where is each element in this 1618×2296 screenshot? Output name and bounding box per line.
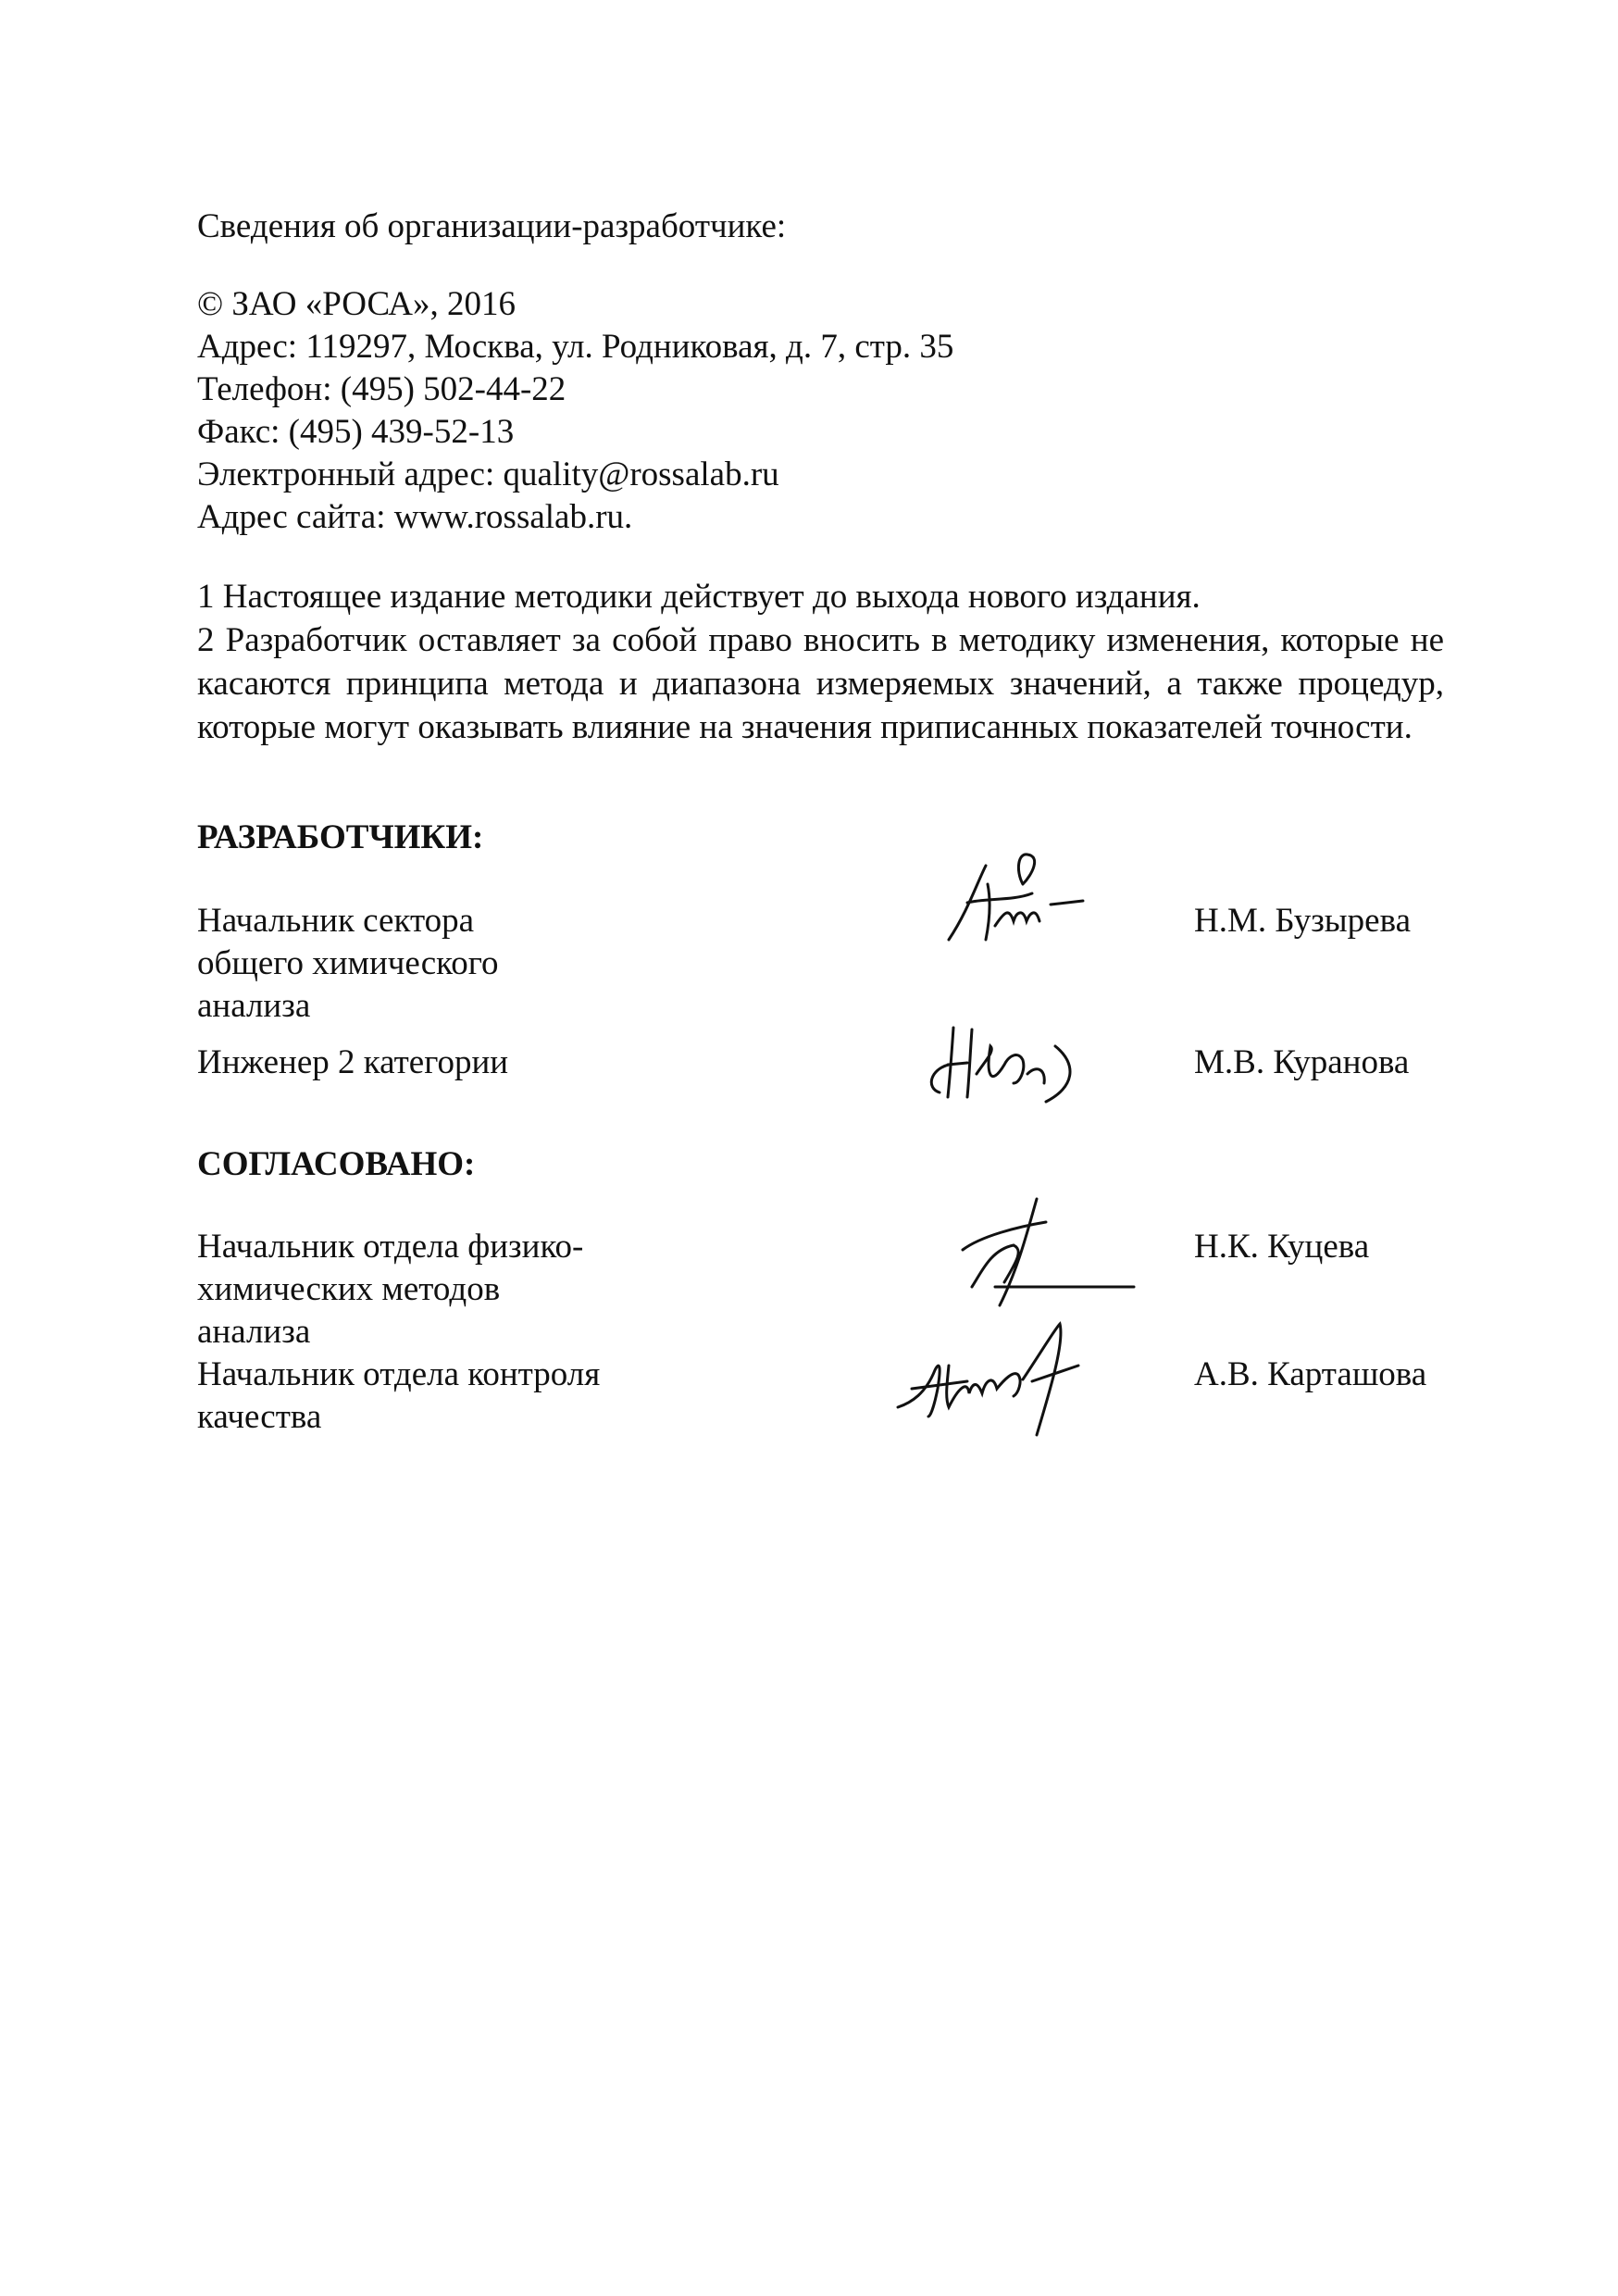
info-heading: Сведения об организации-разработчике: (197, 207, 787, 245)
position-line: качества (197, 1398, 322, 1436)
position-line: Начальник отдела контроля (197, 1355, 601, 1393)
developer-1-position (197, 900, 498, 1028)
signature-kutseva (935, 1194, 1148, 1315)
approver-2-position (197, 1354, 600, 1439)
approver-1-name: Н.К. Куцева (1194, 1228, 1370, 1266)
copyright-line: © ЗАО «РОСА», 2016 (197, 285, 517, 323)
developer-2-position: Инженер 2 категории (197, 1043, 509, 1081)
position-line: анализа (197, 987, 311, 1025)
signature-buzyreva (930, 847, 1106, 958)
approver-1-position (197, 1226, 583, 1354)
developer-2-name: М.В. Куранова (1194, 1043, 1410, 1081)
website-line: Адрес сайта: www.rossalab.ru. (197, 498, 633, 536)
fax-line: Факс: (495) 439-52-13 (197, 413, 515, 451)
email-line: Электронный адрес: quality@rossalab.ru (197, 455, 779, 493)
position-line: анализа (197, 1313, 311, 1351)
note-1: 1 Настоящее издание методики действует до выхода нового издания. (197, 578, 1201, 616)
position-line: Начальник отдела физико- (197, 1228, 584, 1266)
developers-title: РАЗРАБОТЧИКИ: (197, 818, 484, 856)
position-line: Начальник сектора (197, 902, 475, 940)
address-line: Адрес: 119297, Москва, ул. Родниковая, д. 7, стр. 35 (197, 328, 954, 366)
signature-kuranova (916, 1009, 1101, 1111)
position-line: химических методов (197, 1270, 501, 1308)
approver-2-name: А.В. Карташова (1194, 1355, 1427, 1393)
developer-1-name: Н.М. Бузырева (1194, 902, 1411, 940)
position-line: общего химического (197, 944, 499, 982)
approved-title: СОГЛАСОВАНО: (197, 1145, 476, 1183)
phone-line: Телефон: (495) 502-44-22 (197, 370, 566, 408)
signature-kartashova (884, 1315, 1125, 1444)
note-2: 2 Разработчик оставляет за собой право вносить в методику изменения, которые не касаются принципа метода и диапазона измеряемых значений, а также процедур, которые могут оказывать влияние на значения приписанных показателей точности. (197, 621, 1444, 746)
